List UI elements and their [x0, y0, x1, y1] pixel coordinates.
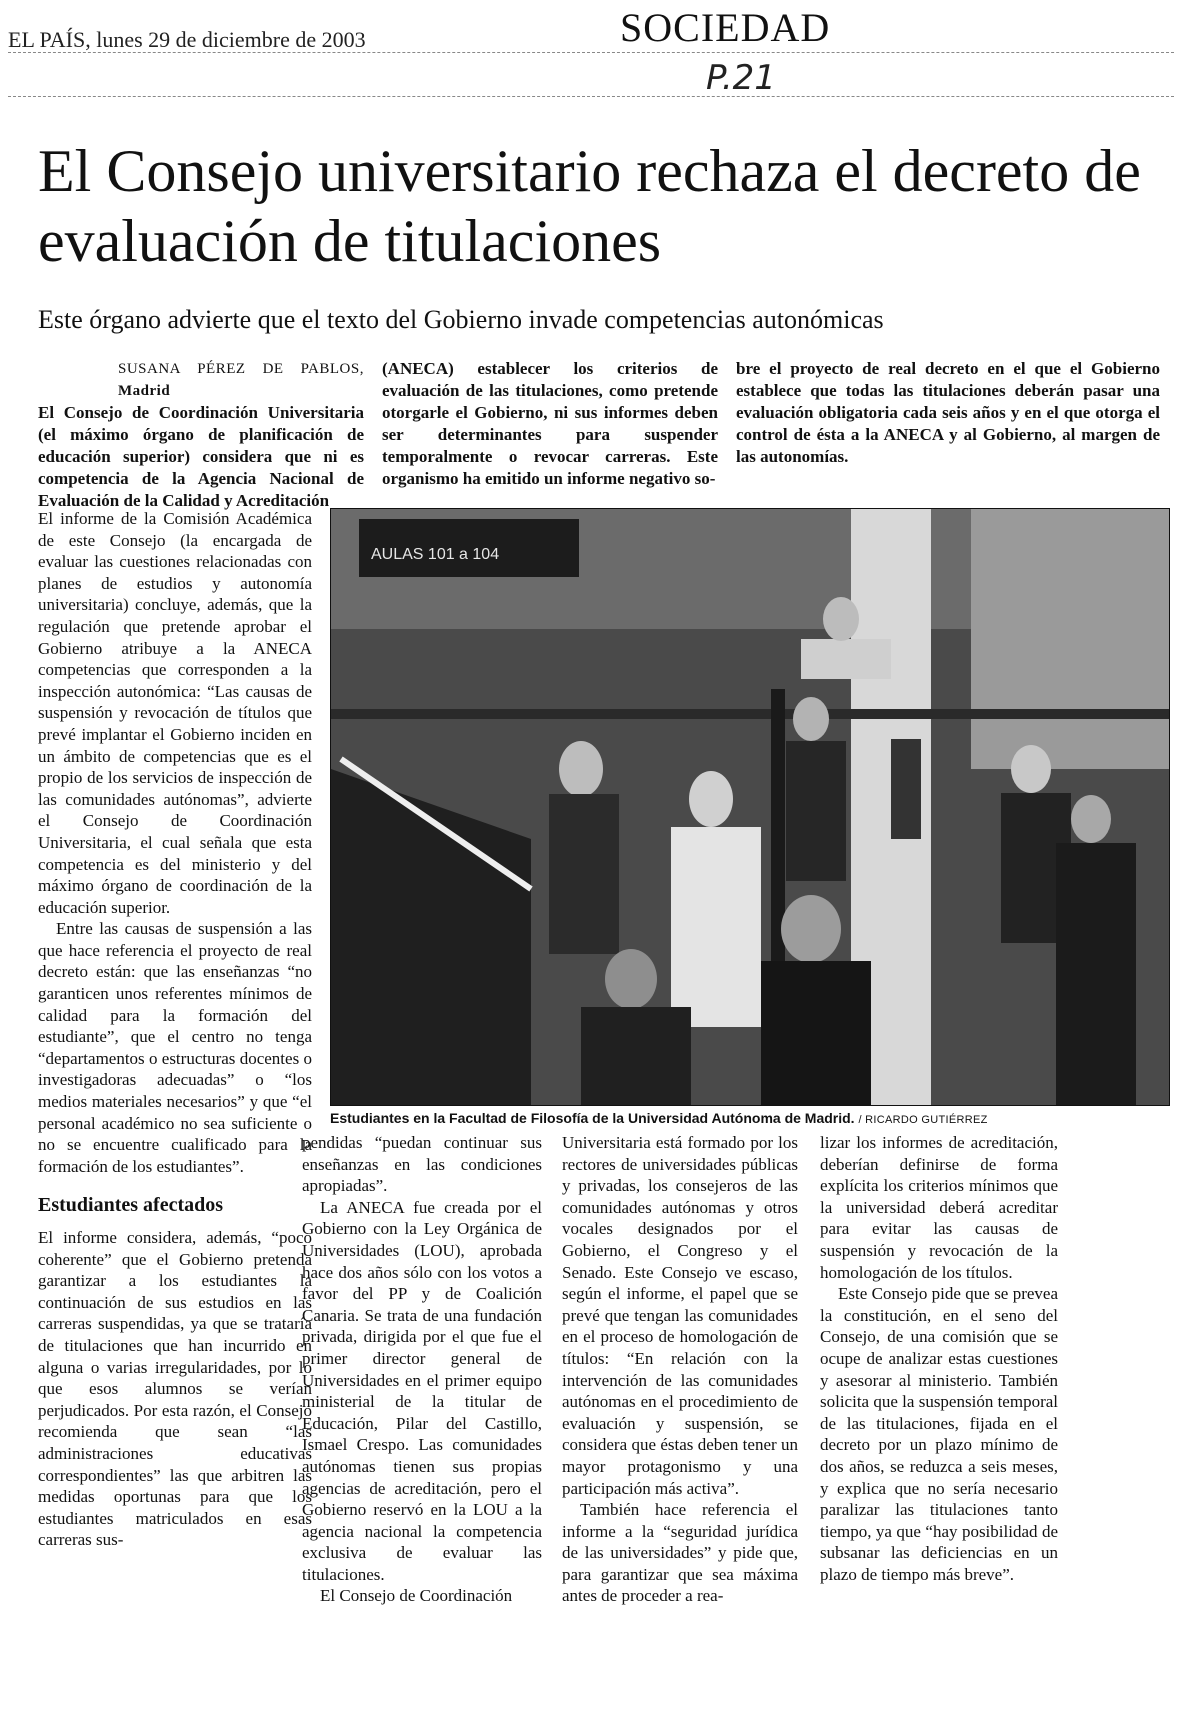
lead-column-3	[736, 358, 1160, 468]
handwritten-page-note: P.21	[706, 58, 776, 98]
paragraph: Entre las causas de suspensión a las que hace referencia el proyecto de real decreto están: que las enseñanzas “no garanticen unos referentes mínimos de calidad para la formación del estudiante”, que el centro no tenga “departamentos o estructuras docentes o investigadoras adecuadas” o “los medios materiales necesarios” y que “el personal académico no sea suficiente o no se encuentre cualificado para la formación de los estudiantes”.	[38, 919, 312, 1176]
lead-column-1	[38, 358, 364, 512]
lead-column-2	[382, 358, 718, 490]
lead-paragraph-3: bre el proyecto de real decreto en el que el Gobierno establece que todas las titulaciones deberán pasar una evaluación obligatoria cada seis años y en el que otorga el control de ésta a la ANECA y al Gobierno, al margen de las autonomías.	[736, 359, 1160, 466]
body-column-4	[820, 1132, 1058, 1585]
subheading: Estudiantes afectados	[38, 1194, 224, 1217]
news-photo	[330, 508, 1170, 1106]
paragraph: Universitaria está formado por los rectores de universidades públicas y privadas, los consejeros de las comunidades autónomas y otros vocales designados por el Gobierno, el Congreso y el Senado. Este Consejo ve escaso, según el informe, el papel que se prevé que tengan las comunidades en el proceso de homologación de títulos: “En relación con la intervención de las comunidades autónomas en el procedimiento de evaluación y suspensión, se considera que éstas deben tener un mayor protagonismo y una participación más activa”.	[562, 1133, 798, 1498]
byline	[38, 358, 364, 402]
lead-paragraph-2: (ANECA) establecer los criterios de evaluación de las titulaciones, como pretende otorgarle el Gobierno, ni sus informes deben ser determinantes para suspender temporalmente o revocar carreras. Este organismo ha emitido un informe negativo so-	[382, 359, 718, 488]
paragraph: El Consejo de Coordinación	[320, 1586, 513, 1606]
paragraph: Este Consejo pide que se prevea la constitución, en el seno del Consejo, de una comisión que se ocupe de analizar estas cuestiones y asesorar al ministerio. También solicita que la suspensión temporal de las titulaciones, fijada en el decreto por un plazo mínimo de dos años, se reduzca a seis meses, y explica que no sería necesario paralizar las titulaciones tanto tiempo, ya que “hay posibilidad de subsanar las deficiencias en un plazo de tiempo más breve”.	[820, 1284, 1058, 1584]
paragraph: El informe de la Comisión Académica de este Consejo (la encargada de evaluar las cuestiones relacionadas con planes de estudios y autonomía universitaria) concluye, además, que la regulación que pretende aprobar el Gobierno atribuye a la ANECA competencias que corresponden a la inspección autonómica: “Las causas de suspensión y revocación de títulos que prevé implantar el Gobierno inciden en un ámbito de competencias que es el propio de los servicios de inspección de las comunidades autónomas”, advierte el Consejo de Coordinación Universitaria, el cual señala que esta competencia es del ministerio y del máximo órgano de coordinación de la educación superior.	[38, 509, 312, 917]
body-column-2	[302, 1132, 542, 1607]
paragraph: El informe considera, además, “poco coherente” que el Gobierno pretenda garantizar a los estudiantes la continuación de sus estudios en las carreras suspendidas, ya que se trataría de titulaciones que han incurrido en alguna o varias irregularidades, por lo que esos alumnos se verían perjudicados. Por esta razón, el Consejo recomienda que sean “las administraciones educativas correspondientes” las que arbitren las medidas oportunas para que los estudiantes matriculados en esas carreras sus-	[38, 1228, 312, 1550]
top-rule	[8, 96, 1174, 97]
paper-date-line: EL PAÍS, lunes 29 de diciembre de 2003	[8, 27, 366, 52]
header-rule	[8, 52, 1174, 53]
body-column-1	[38, 508, 312, 1551]
body-column-3	[562, 1132, 798, 1607]
photo-caption	[330, 1110, 1168, 1126]
headline: El Consejo universitario rechaza el decreto de evaluación de titulaciones	[38, 138, 1141, 274]
paragraph: También hace referencia el informe a la “seguridad jurídica de las universidades” y pide que, para garantizar que sea máxima antes de proceder a rea-	[562, 1500, 798, 1606]
byline-author: SUSANA PÉREZ DE PABLOS,	[118, 361, 364, 377]
photo-illustration	[331, 509, 1169, 1105]
caption-text: Estudiantes en la Facultad de Filosofía de la Universidad Autónoma de Madrid.	[330, 1110, 855, 1126]
lead-paragraph-1: El Consejo de Coordinación Universitaria (el máximo órgano de planificación de educación superior) considera que ni es competencia de la Agencia Nacional de Evaluación de la Calidad y Acreditación	[38, 403, 364, 510]
photo-credit: / RICARDO GUTIÉRREZ	[858, 1114, 988, 1126]
subheadline: Este órgano advierte que el texto del Gobierno invade competencias autonómicas	[38, 305, 884, 334]
paragraph: La ANECA fue creada por el Gobierno con la Ley Orgánica de Universidades (LOU), aprobada hace dos años sólo con los votos a favor del PP y de Coalición Canaria. Se trata de una fundación privada, dirigida por el que fue el primer director general de Universidades en el primer equipo ministerial de la titular de Educación, Pilar del Castillo, Ismael Crespo. Las comunidades autónomas tienen sus propias agencias de acreditación, pero el Gobierno reservó en la LOU a la agencia nacional la competencia exclusiva de evaluar las titulaciones.	[302, 1197, 542, 1584]
photo-sign-text: AULAS 101 a 104	[371, 546, 500, 563]
byline-place: Madrid	[118, 383, 171, 399]
section-title: SOCIEDAD	[620, 5, 831, 50]
paragraph: lizar los informes de acreditación, deberían definirse de forma explícita los criterios mínimos que la universidad deberá acreditar para evitar las causas de suspensión y revocación de la homologación de los títulos.	[820, 1133, 1058, 1282]
paragraph: pendidas “puedan continuar sus enseñanzas en las condiciones apropiadas”.	[302, 1133, 542, 1196]
